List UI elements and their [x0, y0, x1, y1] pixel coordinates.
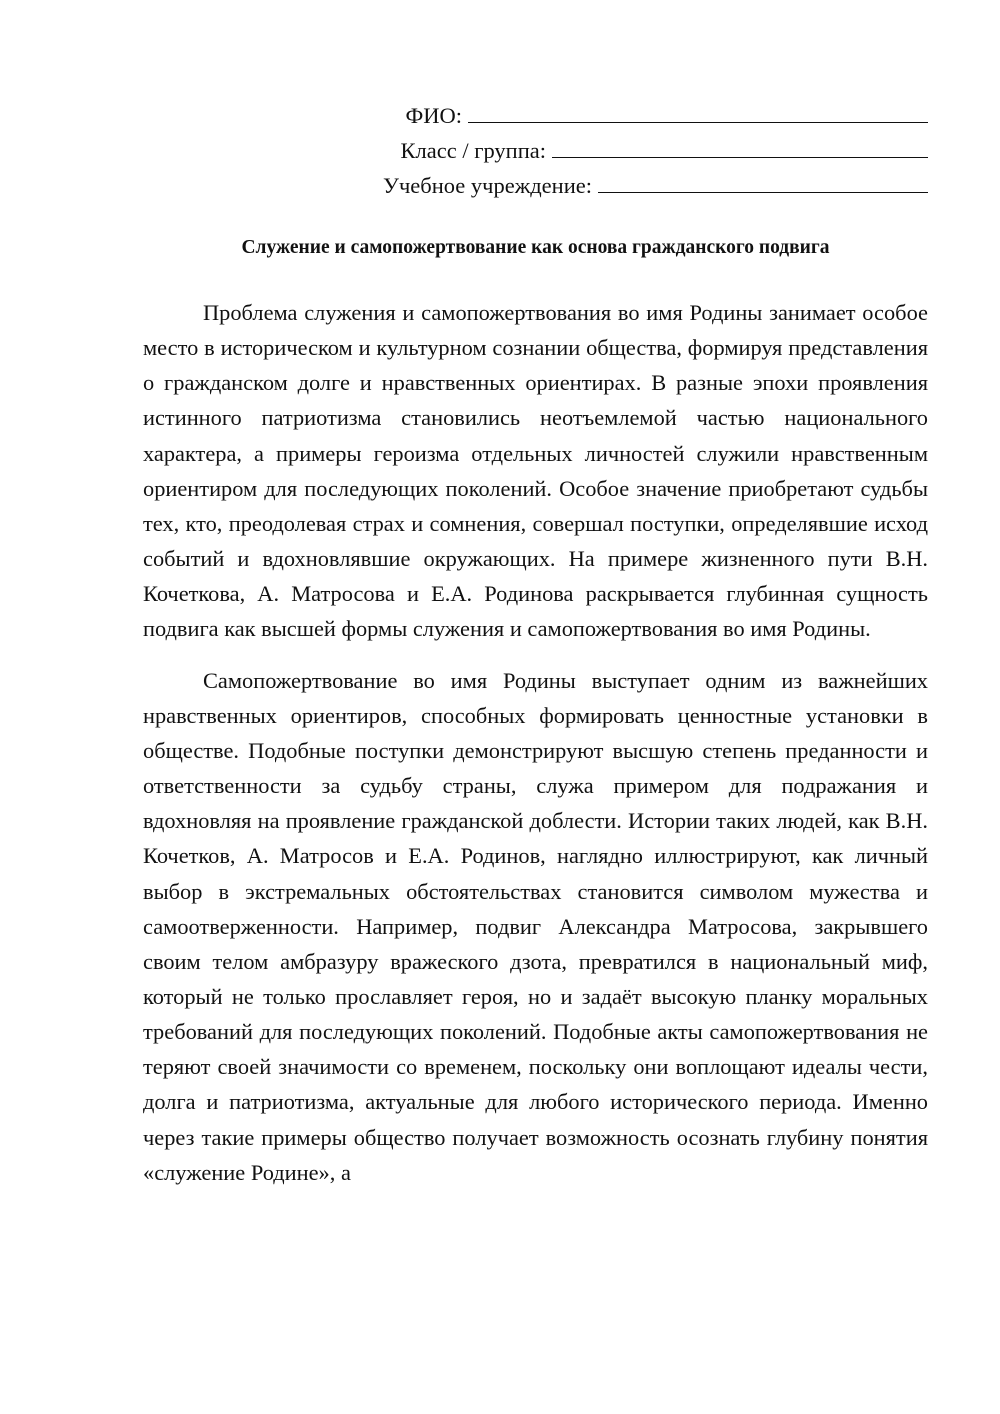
document-title: Служение и самопожертвование как основа гражданского подвига — [241, 237, 830, 258]
student-info-fields — [300, 92, 928, 197]
paragraph-2: Самопожертвование во имя Родины выступает одним из важнейших нравственных ориентиров, способных формировать ценностные установки в обществе. Подобные поступки демонстрируют высшую степень преданности и ответственности за судьбу страны, служа примером для подражания и вдохновляя на проявление гражданской доблести. Истории таких людей, как В.Н. Кочетков, А. Матросов и Е.А. Родинов, наглядно иллюстрируют, как личный выбор в экстремальных обстоятельствах становится символом мужества и самоотверженности. Например, подвиг Александра Матросова, закрывшего своим телом амбразуру вражеского дзота, превратился в национальный миф, который не только прославляет героя, но и задаёт высокую планку моральных требований для последующих поколений. Подобные акты самопожертвования не теряют своей значимости со временем, поскольку они воплощают идеалы чести, долга и патриотизма, актуальные для любого исторического периода. Именно через такие примеры общество получает возможность осознать глубину понятия «служение Родине», а — [143, 667, 928, 1185]
paragraph-1: Проблема служения и самопожертвования во имя Родины занимает особое место в историческом и культурном сознании общества, формируя представления о гражданском долге и нравственных ориентирах. В разные эпохи проявления истинного патриотизма становились неотъемлемой частью национального характера, а примеры героизма отдельных личностей служили нравственным ориентиром для последующих поколений. Особое значение приобретают судьбы тех, кто, преодолевая страх и сомнения, совершал поступки, определявшие исход событий и вдохновлявшие окружающих. На примере жизненного пути В.Н. Кочеткова, А. Матросова и Е.А. Родинова раскрывается глубинная сущность подвига как высшей формы служения и самопожертвования во имя Родины. — [143, 300, 928, 642]
fio-blank-line — [468, 122, 928, 123]
class-blank-line — [552, 157, 928, 158]
institution-label: Учебное учреждение: — [383, 172, 592, 198]
institution-field — [300, 162, 928, 197]
class-label: Класс / группа: — [400, 137, 546, 163]
institution-blank-line — [598, 192, 928, 193]
class-field — [300, 127, 928, 162]
fio-field — [300, 92, 928, 127]
fio-label: ФИО: — [405, 102, 462, 128]
document-body — [143, 295, 928, 1190]
